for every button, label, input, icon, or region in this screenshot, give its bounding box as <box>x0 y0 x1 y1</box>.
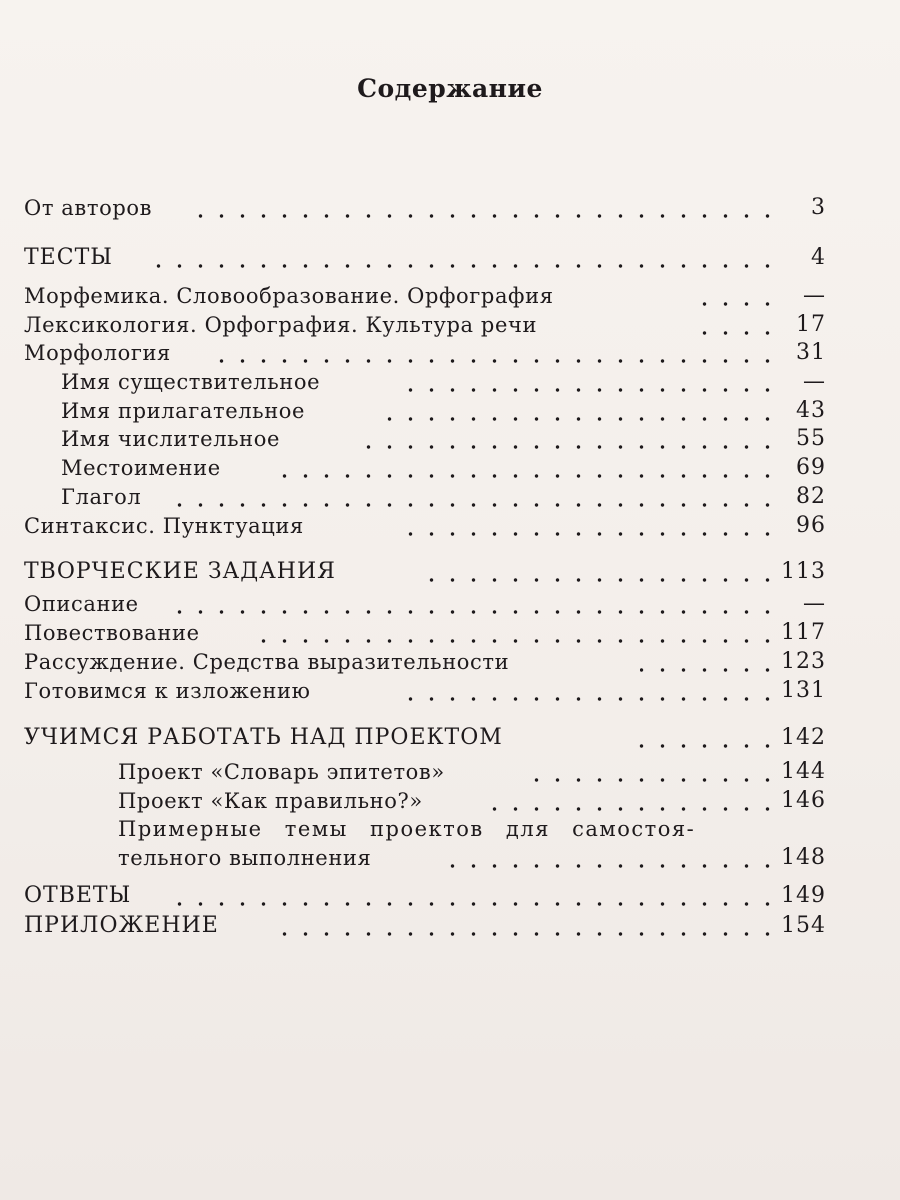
toc-entry <box>0 481 900 513</box>
toc-leader-dots <box>382 417 778 421</box>
toc-entry <box>0 588 900 620</box>
toc-entry-page: 149 <box>781 883 826 908</box>
toc-leader-dots <box>152 264 778 268</box>
toc-entry-label: Рассуждение. Средства выразительности <box>24 650 510 674</box>
toc-entry-label: Повествование <box>24 621 200 645</box>
toc-entry-page: 31 <box>796 340 826 365</box>
toc-entry <box>0 452 900 484</box>
toc-entry-page: — <box>803 591 826 616</box>
toc-entry-label: Примерные темы проектов для самостоя- <box>118 817 696 841</box>
toc-entry <box>0 192 900 224</box>
page-title: Содержание <box>357 74 543 103</box>
toc-leader-dots <box>398 388 778 392</box>
toc-entry-page: 43 <box>796 398 826 423</box>
toc-entry-page: 117 <box>781 620 826 645</box>
toc-entry-page: 3 <box>811 195 826 220</box>
toc-entry <box>0 646 900 678</box>
toc-entry-page: 69 <box>796 455 826 480</box>
toc-entry-page: 142 <box>781 725 826 750</box>
toc-entry-page: 4 <box>811 245 826 270</box>
toc-entry-label: Лексикология. Орфография. Культура речи <box>24 313 538 337</box>
toc-entry-label: Имя существительное <box>61 370 321 394</box>
toc-leader-dots <box>352 445 778 449</box>
toc-leader-dots <box>700 331 778 335</box>
toc-entry-page: 146 <box>781 788 826 813</box>
toc-leader-dots <box>246 639 778 643</box>
toc-entry-label: Проект «Как правильно?» <box>118 789 423 813</box>
toc-entry-page: — <box>803 283 826 308</box>
toc-leader-dots <box>440 864 778 868</box>
toc-entry <box>0 813 900 845</box>
toc-entry-page: 154 <box>781 913 826 938</box>
toc-entry-page: 17 <box>796 312 826 337</box>
toc-entry-page: 113 <box>781 559 826 584</box>
toc-entry <box>0 722 900 754</box>
toc-entry <box>0 280 900 312</box>
toc-entry-label: Имя числительное <box>61 427 281 451</box>
toc-entry-label: ТВОРЧЕСКИЕ ЗАДАНИЯ <box>24 559 336 584</box>
toc-leader-dots <box>396 697 778 701</box>
toc-entry-page: 131 <box>781 678 826 703</box>
toc-entry-label: ТЕСТЫ <box>24 245 113 270</box>
toc-entry-label: Местоимение <box>61 456 221 480</box>
toc-entry-label: Синтаксис. Пунктуация <box>24 514 304 538</box>
toc-entry <box>0 242 900 274</box>
toc-entry <box>0 510 900 542</box>
toc-entry <box>0 556 900 588</box>
toc-entry-label: Имя прилагательное <box>61 399 306 423</box>
toc-entry <box>0 880 900 912</box>
toc-leader-dots <box>520 778 778 782</box>
toc-leader-dots <box>392 532 778 536</box>
toc-leader-dots <box>170 503 778 507</box>
toc-entry <box>0 337 900 369</box>
toc-leader-dots <box>172 902 778 906</box>
toc-leader-dots <box>484 807 778 811</box>
toc-entry-label: Морфология <box>24 341 171 365</box>
toc-leader-dots <box>636 744 778 748</box>
toc-entry-page: 123 <box>781 649 826 674</box>
toc-entry-label: УЧИМСЯ РАБОТАТЬ НАД ПРОЕКТОМ <box>24 725 503 750</box>
toc-entry-label: Морфемика. Словообразование. Орфография <box>24 284 554 308</box>
toc-entry-label: ОТВЕТЫ <box>24 883 132 908</box>
toc-entry <box>0 842 900 874</box>
toc-entry-label: Описание <box>24 592 139 616</box>
toc-leader-dots <box>640 668 778 672</box>
toc-entry-page: 144 <box>781 759 826 784</box>
toc-entry <box>0 675 900 707</box>
toc-entry <box>0 617 900 649</box>
toc-entry-page: 96 <box>796 513 826 538</box>
toc-entry <box>0 423 900 455</box>
toc-entry <box>0 910 900 942</box>
toc-entry-label: ПРИЛОЖЕНИЕ <box>24 913 219 938</box>
toc-entry-page: 55 <box>796 426 826 451</box>
toc-leader-dots <box>268 474 778 478</box>
toc-entry-label: От авторов <box>24 196 153 220</box>
toc-leader-dots <box>270 932 778 936</box>
toc-leader-dots <box>700 302 778 306</box>
toc-entry-page: — <box>803 369 826 394</box>
toc-leader-dots <box>176 610 778 614</box>
toc-entry-page: 148 <box>781 845 826 870</box>
toc-entry-page: 82 <box>796 484 826 509</box>
toc-entry-label: Проект «Словарь эпитетов» <box>118 760 445 784</box>
toc-leader-dots <box>420 578 778 582</box>
toc-entry <box>0 366 900 398</box>
toc-entry-label: тельного выполнения <box>118 846 372 870</box>
toc-entry <box>0 756 900 788</box>
toc-leader-dots <box>212 359 778 363</box>
toc-leader-dots <box>196 214 778 218</box>
toc-entry-label: Глагол <box>61 485 142 509</box>
toc-entry-label: Готовимся к изложению <box>24 679 311 703</box>
